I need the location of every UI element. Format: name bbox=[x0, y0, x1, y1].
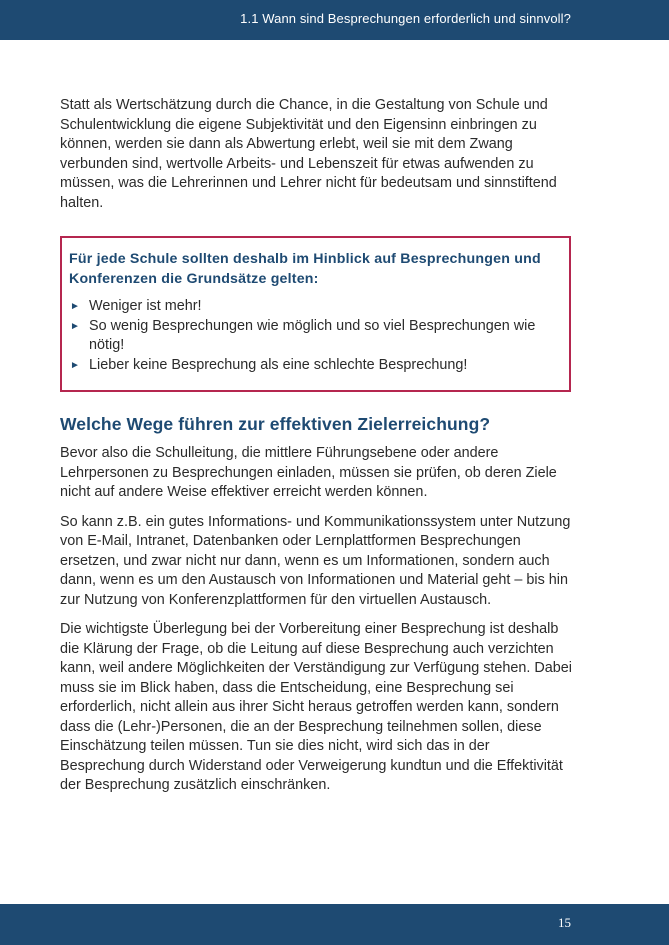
running-header: 1.1 Wann sind Besprechungen erforderlich und sinnvoll? bbox=[240, 11, 571, 26]
header-bar bbox=[0, 0, 669, 40]
list-item bbox=[69, 317, 559, 356]
intro-paragraph: Statt als Wertschätzung durch die Chance, in die Gestaltung von Schule und Schulentwicklung die eigene Subjektivität und den Eigensinn einbringen zu können, werden sie dann als Abwertung erlebt, weil sie mit dem Zwang verbunden sind, wertvolle Arbeits- und Lebenszeit für etwas aufwenden zu müssen, was die Lehrerinnen und Lehrer nicht für bedeutsam und sinnstiftend halten. bbox=[60, 97, 557, 211]
list-item-text: Weniger ist mehr! bbox=[89, 298, 202, 314]
footer-bar bbox=[0, 904, 669, 945]
section-paragraph: Bevor also die Schulleitung, die mittlere Führungsebene oder andere Lehrpersonen zu Besprechungen einladen, müssen sie prüfen, ob deren Ziele nicht auf andere Weise effektiver erreicht werden können. bbox=[60, 445, 557, 500]
section-paragraph: Die wichtigste Überlegung bei der Vorbereitung einer Besprechung ist deshalb die Klärung der Frage, ob die Leitung auf diese Besprechung auch verzichten kann, weil andere Möglichkeiten der Verständigung zur Verfügung stehen. Dabei muss sie im Blick haben, dass die Entscheidung, eine Besprechung sei erforderlich, nicht allein aus ihrer Sicht heraus getroffen werden kann, sondern dass die (Lehr-)Personen, die an der Besprechung teilnehmen sollen, diese Einschätzung teilen müssen. Tun sie dies nicht, wird sich das in der Besprechung durch Widerstand oder Verweigerung kundtun und die Effektivität der Besprechung zusätzlich einschränken. bbox=[60, 621, 572, 793]
principles-callout-box bbox=[60, 236, 571, 392]
principles-list bbox=[69, 297, 559, 375]
list-item bbox=[69, 297, 559, 317]
page-content bbox=[60, 96, 575, 806]
triangle-bullet-icon: ► bbox=[70, 320, 80, 332]
section-paragraph: So kann z.B. ein gutes Informations- und Kommunikationssystem unter Nutzung von E-Mail, Intranet, Datenbanken oder Lernplattformen Besprechungen ersetzen, und zwar nicht nur dann, wenn es um Informationen, sondern auch dann, wenn es um den Austausch von Informationen und Material geht – bis hin zur Nutzung von Konferenzplattformen für den virtuellen Austausch. bbox=[60, 513, 571, 608]
page-number: 15 bbox=[558, 915, 571, 930]
list-item-text: Lieber keine Besprechung als eine schlechte Besprechung! bbox=[89, 356, 468, 373]
triangle-bullet-icon: ► bbox=[70, 359, 80, 371]
section-heading: Welche Wege führen zur effektiven Zielerreichung? bbox=[60, 414, 491, 434]
triangle-bullet-icon: ► bbox=[70, 301, 80, 312]
list-item bbox=[69, 356, 559, 376]
callout-title: Für jede Schule sollten deshalb im Hinblick auf Besprechungen und Konferenzen die Grundsätze gelten: bbox=[69, 251, 541, 287]
list-item-text: So wenig Besprechungen wie möglich und so viel Besprechungen wie nötig! bbox=[89, 317, 536, 353]
